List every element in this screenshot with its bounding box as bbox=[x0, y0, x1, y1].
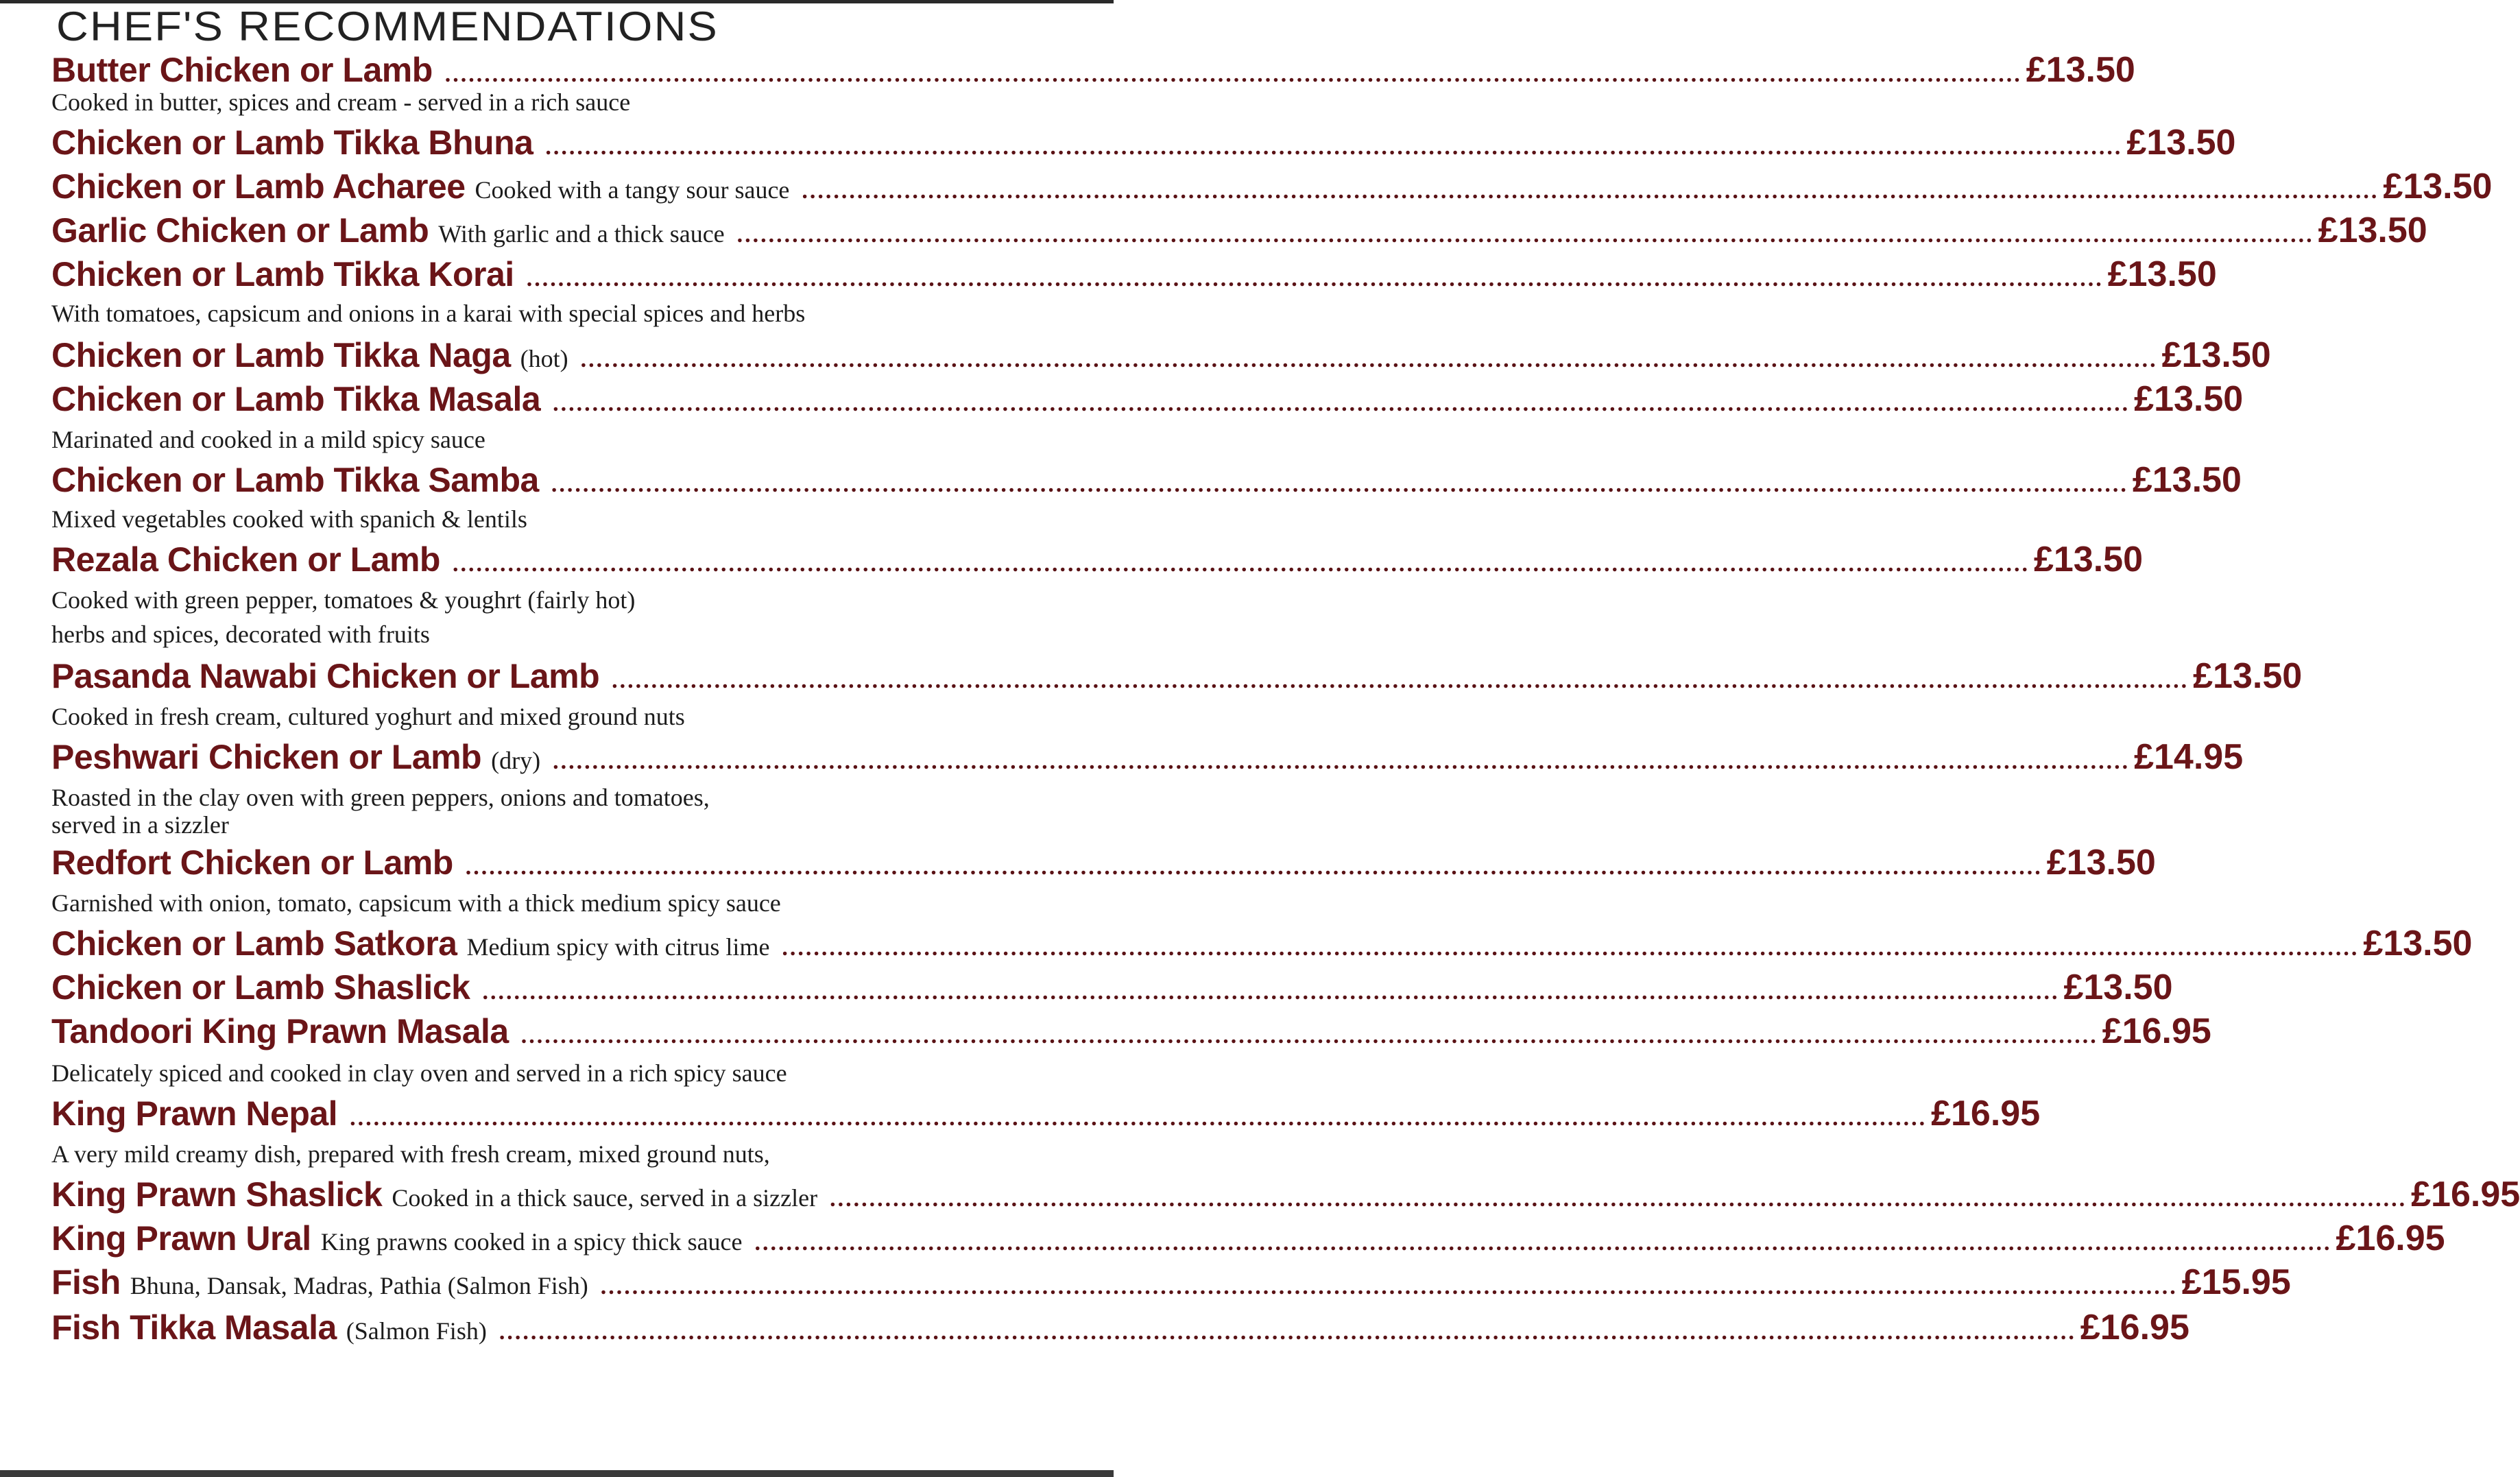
dot-leader: ........................................................................................................................................................................................................ bbox=[553, 749, 2131, 774]
dish-name: Tandoori King Prawn Masala bbox=[51, 1012, 509, 1050]
dish-name: King Prawn Ural bbox=[51, 1219, 311, 1258]
dot-leader: ........................................................................................................................................................................................................ bbox=[444, 62, 2022, 87]
menu-item bbox=[51, 1218, 2445, 1262]
dot-leader: ........................................................................................................................................................................................................ bbox=[754, 1230, 2332, 1256]
menu-item bbox=[51, 1307, 2189, 1351]
menu-item bbox=[51, 842, 2156, 886]
dish-name: Chicken or Lamb Tikka Korai bbox=[51, 255, 514, 293]
dish-price: £13.50 bbox=[2107, 254, 2217, 294]
dish-price: £16.95 bbox=[2080, 1308, 2189, 1347]
dish-note: With garlic and a thick sauce bbox=[438, 220, 725, 248]
dish-price: £13.50 bbox=[2161, 335, 2271, 375]
bottom-edge-shadow bbox=[0, 1470, 1114, 1477]
menu-item bbox=[51, 736, 2244, 780]
dish-name: Chicken or Lamb Tikka Naga bbox=[51, 336, 511, 374]
menu-item bbox=[51, 459, 2242, 503]
menu-item bbox=[51, 49, 2135, 93]
dish-price: £13.50 bbox=[2132, 460, 2242, 500]
dish-name: Redfort Chicken or Lamb bbox=[51, 843, 453, 882]
dish-description: Cooked in butter, spices and cream - served in a rich sauce bbox=[51, 88, 631, 116]
menu-item bbox=[51, 379, 2244, 422]
dish-price: £13.50 bbox=[2383, 167, 2493, 206]
dot-leader: ........................................................................................................................................................................................................ bbox=[802, 178, 2379, 204]
menu-item bbox=[51, 1093, 2041, 1137]
dish-name: Garlic Chicken or Lamb bbox=[51, 211, 429, 250]
dish-note: Bhuna, Dansak, Madras, Pathia (Salmon Fish) bbox=[130, 1272, 588, 1299]
dot-leader: ........................................................................................................................................................................................................ bbox=[545, 134, 2123, 160]
dish-description: Roasted in the clay oven with green peppers, onions and tomatoes, bbox=[51, 784, 710, 811]
dish-price: £16.95 bbox=[1931, 1094, 2041, 1133]
dish-note: Medium spicy with citrus lime bbox=[466, 933, 770, 961]
dot-leader: ........................................................................................................................................................................................................ bbox=[782, 935, 2360, 961]
menu-item bbox=[51, 166, 2493, 210]
dot-leader: ........................................................................................................................................................................................................ bbox=[452, 551, 2030, 577]
dish-price: £13.50 bbox=[2046, 843, 2156, 882]
dish-description: Garnished with onion, tomato, capsicum with a thick medium spicy sauce bbox=[51, 889, 781, 917]
dish-note: King prawns cooked in a spicy thick sauce bbox=[320, 1228, 743, 1256]
dish-description: Delicately spiced and cooked in clay oven and served in a rich spicy sauce bbox=[51, 1059, 787, 1087]
menu-item bbox=[51, 210, 2427, 254]
dish-note: (dry) bbox=[491, 747, 541, 774]
dish-name: Butter Chicken or Lamb bbox=[51, 51, 433, 89]
dish-name: Pasanda Nawabi Chicken or Lamb bbox=[51, 657, 600, 695]
dish-note: (hot) bbox=[520, 345, 568, 372]
menu-item bbox=[51, 122, 2236, 166]
dish-description: Cooked in fresh cream, cultured yoghurt and mixed ground nuts bbox=[51, 703, 685, 730]
dot-leader: ........................................................................................................................................................................................................ bbox=[465, 854, 2043, 880]
menu-item bbox=[51, 539, 2144, 583]
dish-description: With tomatoes, capsicum and onions in a karai with special spices and herbs bbox=[51, 300, 806, 327]
dish-name: Chicken or Lamb Acharee bbox=[51, 167, 466, 206]
dot-leader: ........................................................................................................................................................................................................ bbox=[499, 1319, 2076, 1345]
dish-name: Chicken or Lamb Tikka Masala bbox=[51, 380, 541, 418]
dish-description: Marinated and cooked in a mild spicy sauce bbox=[51, 426, 485, 453]
dish-name: Chicken or Lamb Shaslick bbox=[51, 968, 470, 1007]
dish-price: £13.50 bbox=[2363, 924, 2473, 963]
dish-name: King Prawn Nepal bbox=[51, 1094, 338, 1133]
dot-leader: ........................................................................................................................................................................................................ bbox=[600, 1274, 2178, 1299]
dish-description: Mixed vegetables cooked with spanich & lentils bbox=[51, 505, 527, 533]
dish-name: Chicken or Lamb Tikka Bhuna bbox=[51, 123, 533, 162]
dish-price: £13.50 bbox=[2063, 968, 2173, 1007]
dot-leader: ........................................................................................................................................................................................................ bbox=[526, 266, 2104, 291]
menu-item bbox=[51, 335, 2271, 379]
menu-item bbox=[51, 1174, 2520, 1218]
dish-name: Fish Tikka Masala bbox=[51, 1308, 337, 1347]
dish-price: £14.95 bbox=[2134, 737, 2244, 777]
dish-description: A very mild creamy dish, prepared with fresh cream, mixed ground nuts, bbox=[51, 1140, 770, 1168]
dish-price: £13.50 bbox=[2134, 379, 2244, 419]
dish-description: served in a sizzler bbox=[51, 811, 229, 839]
dish-name: Rezala Chicken or Lamb bbox=[51, 540, 440, 579]
dot-leader: ........................................................................................................................................................................................................ bbox=[482, 979, 2060, 1005]
dish-note: (Salmon Fish) bbox=[346, 1317, 487, 1345]
dish-price: £13.50 bbox=[2033, 540, 2144, 579]
menu-item bbox=[51, 656, 2303, 699]
menu-item bbox=[51, 923, 2473, 967]
dot-leader: ........................................................................................................................................................................................................ bbox=[736, 222, 2314, 248]
dish-price: £13.50 bbox=[2026, 50, 2135, 90]
dish-name: Chicken or Lamb Satkora bbox=[51, 924, 457, 963]
menu-item bbox=[51, 254, 2217, 298]
dish-note: Cooked in a thick sauce, served in a sizzler bbox=[392, 1184, 818, 1212]
dish-description: Cooked with green pepper, tomatoes & youghrt (fairly hot) bbox=[51, 586, 636, 614]
dish-name: King Prawn Shaslick bbox=[51, 1175, 383, 1214]
dish-price: £13.50 bbox=[2126, 123, 2236, 163]
menu-item bbox=[51, 1011, 2211, 1055]
dot-leader: ........................................................................................................................................................................................................ bbox=[580, 347, 2158, 372]
dish-name: Fish bbox=[51, 1263, 121, 1301]
dish-price: £13.50 bbox=[2193, 656, 2303, 696]
dish-description: herbs and spices, decorated with fruits bbox=[51, 621, 430, 648]
dish-price: £16.95 bbox=[2102, 1011, 2211, 1051]
dot-leader: ........................................................................................................................................................................................................ bbox=[553, 391, 2131, 416]
dish-price: £16.95 bbox=[2336, 1218, 2445, 1258]
dish-name: Chicken or Lamb Tikka Samba bbox=[51, 461, 539, 499]
dish-price: £16.95 bbox=[2411, 1175, 2520, 1214]
dot-leader: ........................................................................................................................................................................................................ bbox=[612, 668, 2189, 693]
dish-name: Peshwari Chicken or Lamb bbox=[51, 738, 482, 776]
dot-leader: ........................................................................................................................................................................................................ bbox=[350, 1105, 1928, 1131]
menu-item bbox=[51, 967, 2173, 1011]
menu-item bbox=[51, 1262, 2291, 1306]
dish-price: £15.95 bbox=[2181, 1262, 2291, 1302]
dot-leader: ........................................................................................................................................................................................................ bbox=[520, 1023, 2098, 1048]
dot-leader: ........................................................................................................................................................................................................ bbox=[551, 472, 2128, 497]
dot-leader: ........................................................................................................................................................................................................ bbox=[830, 1186, 2408, 1212]
dish-note: Cooked with a tangy sour sauce bbox=[475, 176, 790, 204]
page-title: CHEF'S RECOMMENDATIONS bbox=[56, 3, 719, 49]
dish-price: £13.50 bbox=[2318, 211, 2427, 250]
